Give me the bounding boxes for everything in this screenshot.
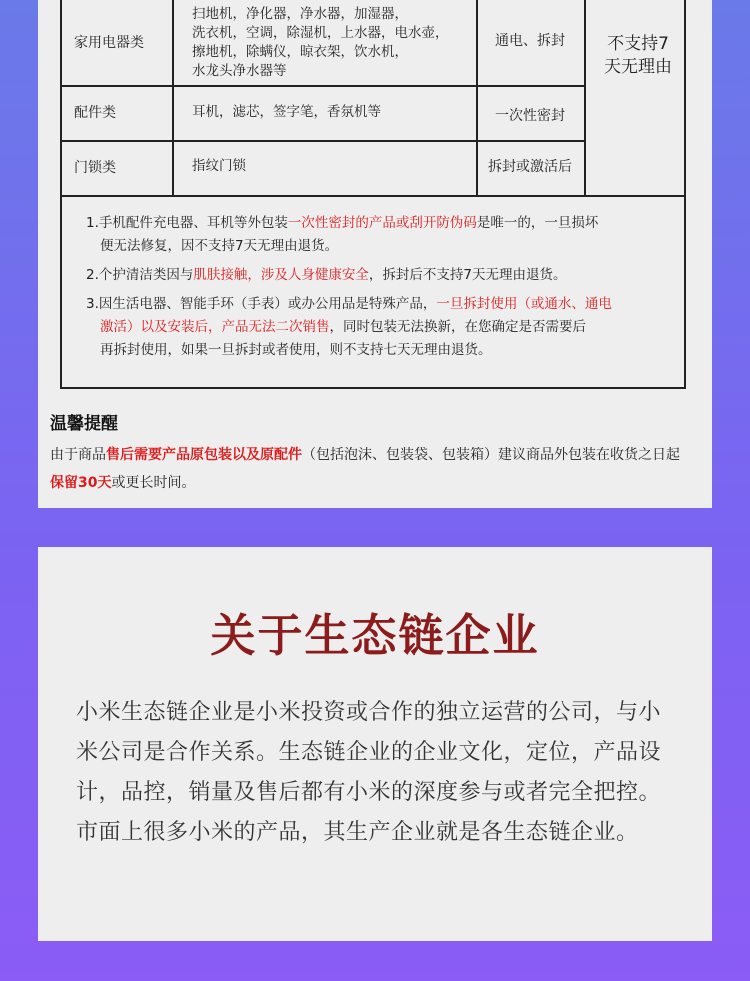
items-line: 擦地机，除螨仪，晾衣架，饮水机， — [192, 44, 408, 60]
about-body: 小米生态链企业是小米投资或合作的独立运营的公司，与小米公司是合作关系。生态链企业的企业文化，定位，产品设计，品控，销量及售后都有小米的深度参与或者完全把控。市面上很多小米的产品，其生产企业就是各生态链企业。 — [76, 700, 662, 845]
about-card — [38, 547, 712, 941]
note-3: 3.因生活电器、智能手环（手表）或办公用品是特殊产品，一旦拆封使用（或通水、通电 激活）以及安装后，产品无法二次销售，同时包装无法换新，在您确定是否需要后 再拆封使用，如果一旦拆封或者使用，则不支持七天无理由退货。 — [86, 296, 612, 358]
category-cell: 家用电器类 — [74, 35, 144, 51]
return-policy-card — [38, 0, 712, 508]
table-divider — [62, 195, 684, 197]
highlight-text: 激活）以及安装后，产品无法二次销售 — [100, 319, 330, 335]
table-divider — [62, 85, 584, 87]
table-divider — [172, 0, 174, 195]
table-divider — [476, 0, 478, 195]
items-cell — [192, 5, 472, 81]
condition-cell: 拆封或激活后 — [488, 159, 572, 175]
note-2: 2.个护清洁类因与肌肤接触，涉及人身健康安全，拆封后不支持7天无理由退货。 — [86, 267, 567, 283]
condition-cell: 一次性密封 — [495, 108, 565, 124]
about-title: 关于生态链企业 — [210, 609, 540, 662]
policy-line: 不支持7 — [607, 34, 669, 54]
items-line: 洗衣机，空调，除湿机，上水器，电水壶， — [192, 25, 449, 41]
notes-section — [86, 212, 666, 368]
reminder-title: 温馨提醒 — [50, 414, 118, 434]
policy-cell — [588, 33, 688, 79]
category-cell: 门锁类 — [74, 160, 116, 176]
items-cell: 耳机，滤芯，签字笔，香氛机等 — [192, 104, 381, 120]
category-cell: 配件类 — [74, 105, 116, 121]
highlight-text: 肌肤接触，涉及人身健康安全 — [193, 267, 369, 283]
policy-line: 天无理由 — [604, 57, 672, 77]
table-divider — [584, 0, 586, 195]
highlight-text: 售后需要产品原包装以及原配件 — [106, 447, 302, 463]
highlight-text: 一次性密封的产品或刮开防伪码 — [287, 215, 477, 231]
table-divider — [62, 140, 584, 142]
highlight-text: 保留30天 — [50, 475, 112, 491]
reminder-text: 由于商品售后需要产品原包装以及原配件（包括泡沫、包装袋、包装箱）建议商品外包装在收货之日起保留30天或更长时间。 — [50, 447, 680, 491]
items-line: 水龙头净水器等 — [192, 63, 287, 79]
note-1: 1.手机配件充电器、耳机等外包装一次性密封的产品或刮开防伪码是唯一的，一旦损坏 便无法修复，因不支持7天无理由退货。 — [86, 215, 599, 254]
return-policy-table — [60, 0, 686, 389]
items-line: 扫地机，净化器，净水器，加湿器， — [192, 6, 408, 22]
condition-cell: 通电、拆封 — [495, 33, 565, 49]
highlight-text: 一旦拆封使用（或通水、通电 — [436, 296, 612, 312]
items-cell: 指纹门锁 — [192, 158, 246, 174]
